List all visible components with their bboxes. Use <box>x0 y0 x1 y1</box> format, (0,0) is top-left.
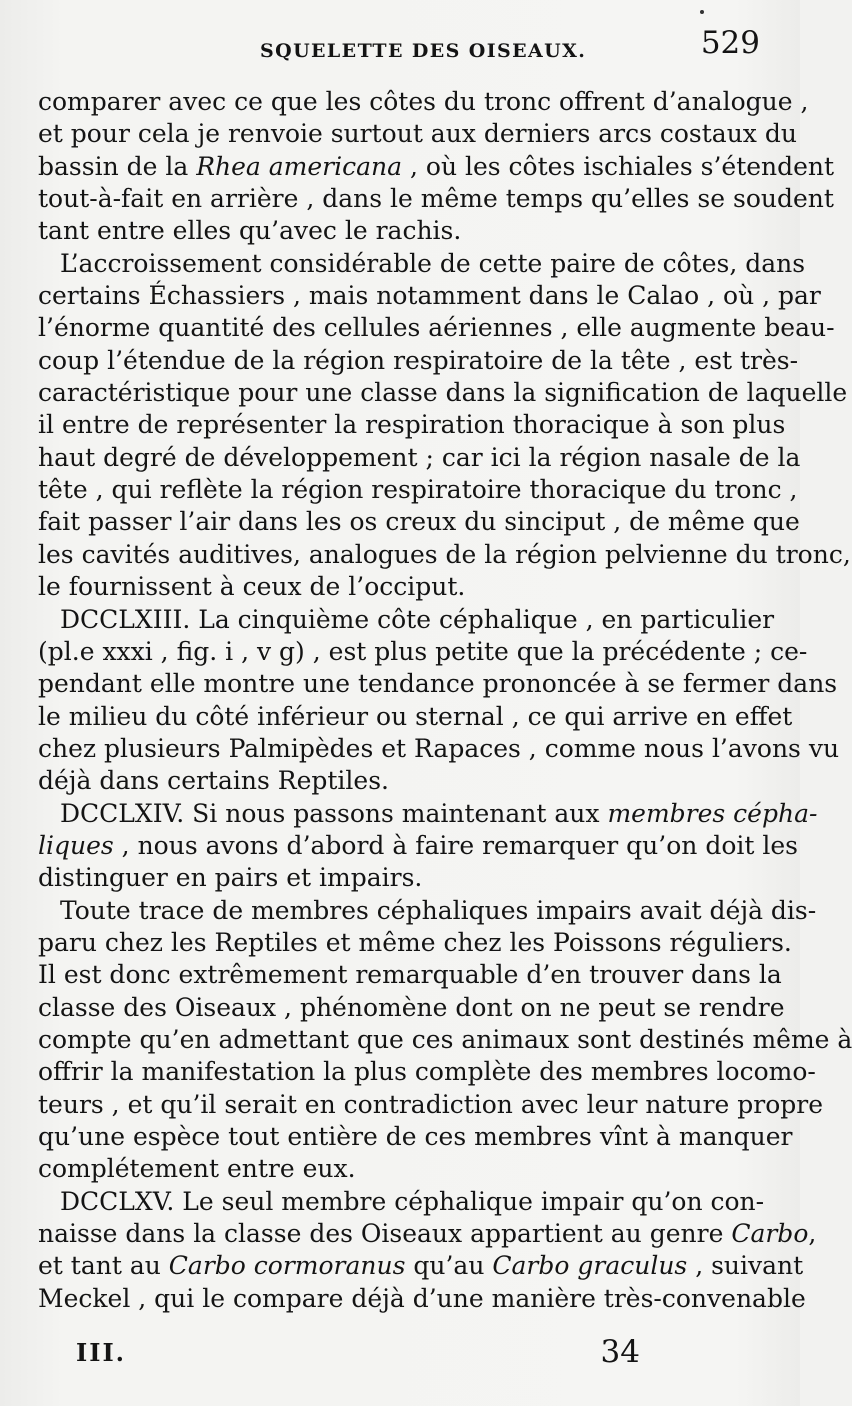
paragraph <box>38 604 840 798</box>
ink-speck <box>700 10 704 14</box>
text-line: L’accroissement considérable de cette paire de côtes, dans <box>60 248 806 278</box>
text-line: pendant elle montre une tendance prononcée à se fermer dans <box>38 669 838 699</box>
text-line: et pour cela je renvoie surtout aux derniers arcs costaux du <box>38 119 797 149</box>
signature-mark: III. <box>76 1338 127 1367</box>
text-fragment: , <box>808 1219 817 1249</box>
page-header-title: SQUELETTE DES OISEAUX. <box>260 40 587 62</box>
text-line <box>38 1218 817 1250</box>
text-fragment: , suivant <box>687 1251 804 1281</box>
text-line: paru chez les Reptiles et même chez les Poissons réguliers. <box>38 927 792 957</box>
species-name: Carbo graculus <box>492 1251 688 1281</box>
text-line: (pl.e xxxi , fig. i , v g) , est plus petite que la précédente ; ce- <box>38 636 808 666</box>
text-fragment: , où les côtes ischiales s’étendent <box>402 151 835 181</box>
text-line: haut degré de développement ; car ici la région nasale de la <box>38 442 801 472</box>
text-fragment: bassin de la <box>38 151 197 181</box>
text-line: les cavités auditives, analogues de la région pelvienne du tronc, <box>38 539 851 569</box>
text-line: complétement entre eux. <box>38 1154 356 1184</box>
text-line: compte qu’en admettant que ces animaux sont destinés même à <box>38 1024 852 1054</box>
text-line: le milieu du côté inférieur ou sternal , ce qui arrive en effet <box>38 701 793 731</box>
paragraph <box>38 86 835 248</box>
text-line: l’énorme quantité des cellules aériennes , elle augmente beau- <box>38 313 835 343</box>
text-line: classe des Oiseaux , phénomène dont on ne peut se rendre <box>38 992 785 1022</box>
text-line: offrir la manifestation la plus complète des membres locomo- <box>38 1057 816 1087</box>
text-line: Toute trace de membres céphaliques impairs avait déjà dis- <box>60 895 817 925</box>
text-line: coup l’étendue de la région respiratoire de la tête , est très- <box>38 345 799 375</box>
genus-name: Carbo <box>731 1219 809 1249</box>
text-line: chez plusieurs Palmipèdes et Rapaces , comme nous l’avons vu <box>38 733 840 763</box>
text-line: DCCLXV. Le seul membre céphalique impair qu’on con- <box>60 1186 765 1216</box>
footer-folio: 34 <box>600 1334 640 1370</box>
text-line: certains Échassiers , mais notamment dans le Calao , où , par <box>38 281 821 311</box>
text-fragment: , nous avons d’abord à faire remarquer qu’on doit les <box>113 830 798 860</box>
page-number: 529 <box>700 25 760 61</box>
text-line: le fournissent à ceux de l’occiput. <box>38 572 466 602</box>
text-fragment: qu’au <box>405 1251 493 1281</box>
text-fragment: naisse dans la classe des Oiseaux appartient au genre <box>38 1219 732 1249</box>
text-line <box>38 798 818 830</box>
italic-term: membres cépha- <box>607 798 818 828</box>
text-line: tant entre elles qu’avec le rachis. <box>38 216 462 246</box>
paragraph <box>38 248 851 604</box>
text-line: Meckel , qui le compare déjà d’une manière très-convenable <box>38 1283 806 1313</box>
italic-term: liques <box>38 830 114 860</box>
page-body <box>38 86 852 1315</box>
text-line: tout-à-fait en arrière , dans le même temps qu’elles se soudent <box>38 184 834 214</box>
text-line: teurs , et qu’il serait en contradiction avec leur nature propre <box>38 1089 824 1119</box>
text-line: qu’une espèce tout entière de ces membres vînt à manquer <box>38 1122 793 1151</box>
text-line <box>38 830 798 862</box>
text-line: il entre de représenter la respiration thoracique à son plus <box>38 410 786 440</box>
text-line: DCCLXIII. La cinquième côte céphalique , en particulier <box>60 604 775 634</box>
page-footer <box>76 1334 640 1384</box>
text-line: comparer avec ce que les côtes du tronc offrent d’analogue , <box>38 87 809 116</box>
text-line: caractéristique pour une classe dans la signification de laquelle <box>38 378 848 408</box>
text-line <box>38 1250 804 1282</box>
text-line: tête , qui reflète la région respiratoire thoracique du tronc , <box>38 475 798 505</box>
paragraph <box>38 1186 817 1315</box>
text-line: déjà dans certains Reptiles. <box>38 766 389 796</box>
species-name: Rhea americana <box>196 151 403 181</box>
paragraph <box>38 895 852 1186</box>
text-fragment: et tant au <box>38 1251 169 1281</box>
text-line: Il est donc extrêmement remarquable d’en trouver dans la <box>38 960 782 990</box>
species-name: Carbo cormoranus <box>168 1251 406 1281</box>
text-line <box>38 151 835 183</box>
text-line: fait passer l’air dans les os creux du sinciput , de même que <box>38 507 800 537</box>
running-head <box>38 25 760 86</box>
paragraph <box>38 798 818 895</box>
text-fragment: DCCLXIV. Si nous passons maintenant aux <box>60 798 608 828</box>
text-line: distinguer en pairs et impairs. <box>38 863 423 893</box>
